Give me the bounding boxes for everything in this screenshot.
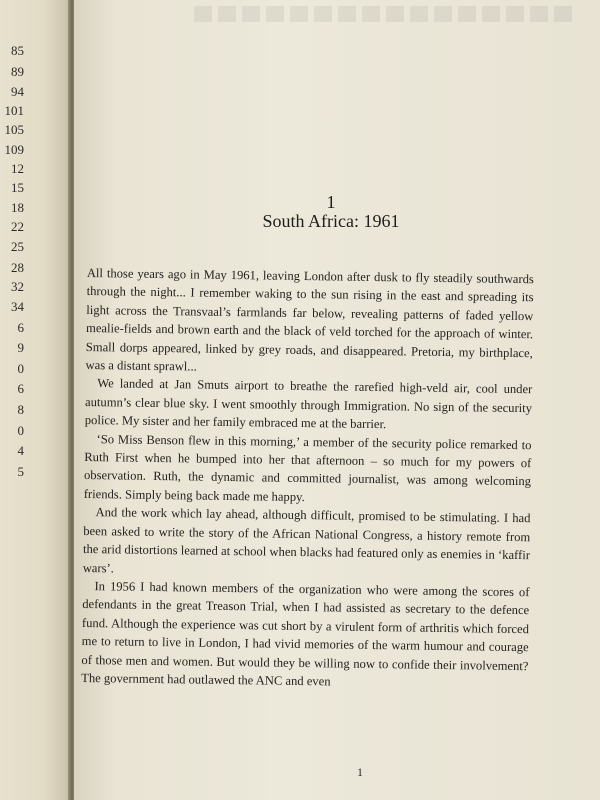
paragraph: ‘So Miss Benson flew in this morning,’ a member of the security police remarked to Ruth First when he bumped into her that afternoon – so much for my powers of observation. Ruth, the dynamic and committed journalist, was among welcoming friends. Simply being back made me happy. [83, 431, 532, 504]
chapter-number: 1 [326, 192, 336, 212]
toc-page-number: 89 [11, 64, 24, 79]
toc-page-number: 101 [4, 103, 24, 118]
toc-page-number: 85 [11, 43, 24, 58]
toc-page-number: 25 [11, 239, 24, 254]
toc-page-number: 12 [11, 161, 24, 176]
toc-page-number: 0 [17, 423, 24, 438]
chapter-title: South Africa: 1961 [262, 211, 400, 231]
toc-page-number: 94 [11, 84, 24, 99]
toc-page-number: 0 [17, 361, 24, 376]
page-number: 1 [357, 765, 363, 779]
toc-page-number: 18 [11, 200, 24, 215]
paragraph: All those years ago in May 1961, leaving London after dusk to fly steadily southwards through the night... I remember waking to the sun rising in the east and spreading its light across the Transvaal’s farmlands far below, revealing patterns of faded yellow mealie-fields and brown earth and the black of veld torched for the approach of winter. Small dorps appeared, linked by grey roads, and disappeared. Pretoria, my birthplace, was a distant sprawl... [85, 265, 534, 374]
toc-page-number: 9 [17, 340, 24, 355]
toc-page-number: 105 [4, 122, 24, 137]
toc-page-number: 8 [17, 402, 24, 417]
left-page [0, 0, 72, 800]
toc-page-number: 4 [17, 443, 24, 458]
toc-page-number: 6 [17, 381, 24, 396]
right-page [74, 0, 600, 800]
toc-page-number: 22 [11, 219, 24, 234]
toc-page-number: 34 [11, 299, 24, 314]
toc-page-number: 6 [17, 320, 24, 335]
toc-page-number: 5 [17, 464, 24, 479]
toc-page-number: 32 [11, 279, 24, 294]
toc-page-number: 15 [11, 180, 24, 195]
show-through-text [194, 6, 574, 22]
paragraph: And the work which lay ahead, although difficult, promised to be stimulating. I had been asked to write the story of the African National Congress, a history remote from the arid distortions learned at school when blacks had featured only as enemies in ‘kaffir wars’. [82, 505, 531, 575]
body-text [81, 264, 534, 694]
paragraph: We landed at Jan Smuts airport to breathe the rarefied high-veld air, cool under autumn’s clear blue sky. I went smoothly through Immigration. No sign of the security police. My sister and her family embraced me at the barrier. [84, 376, 533, 432]
paragraph: In 1956 I had known members of the organization who were among the scores of defendants in the great Treason Trial, when I had assisted as secretary to the defence fund. Although the experience was cut short by a virulent form of arthritis which forced me to return to live in London, I had vivid memories of the warm humour and courage of those men and women. But would they be willing now to confide their involvement? The government had outlawed the ANC and even [81, 579, 530, 689]
toc-page-number: 109 [4, 142, 24, 157]
toc-page-number: 28 [11, 260, 24, 275]
